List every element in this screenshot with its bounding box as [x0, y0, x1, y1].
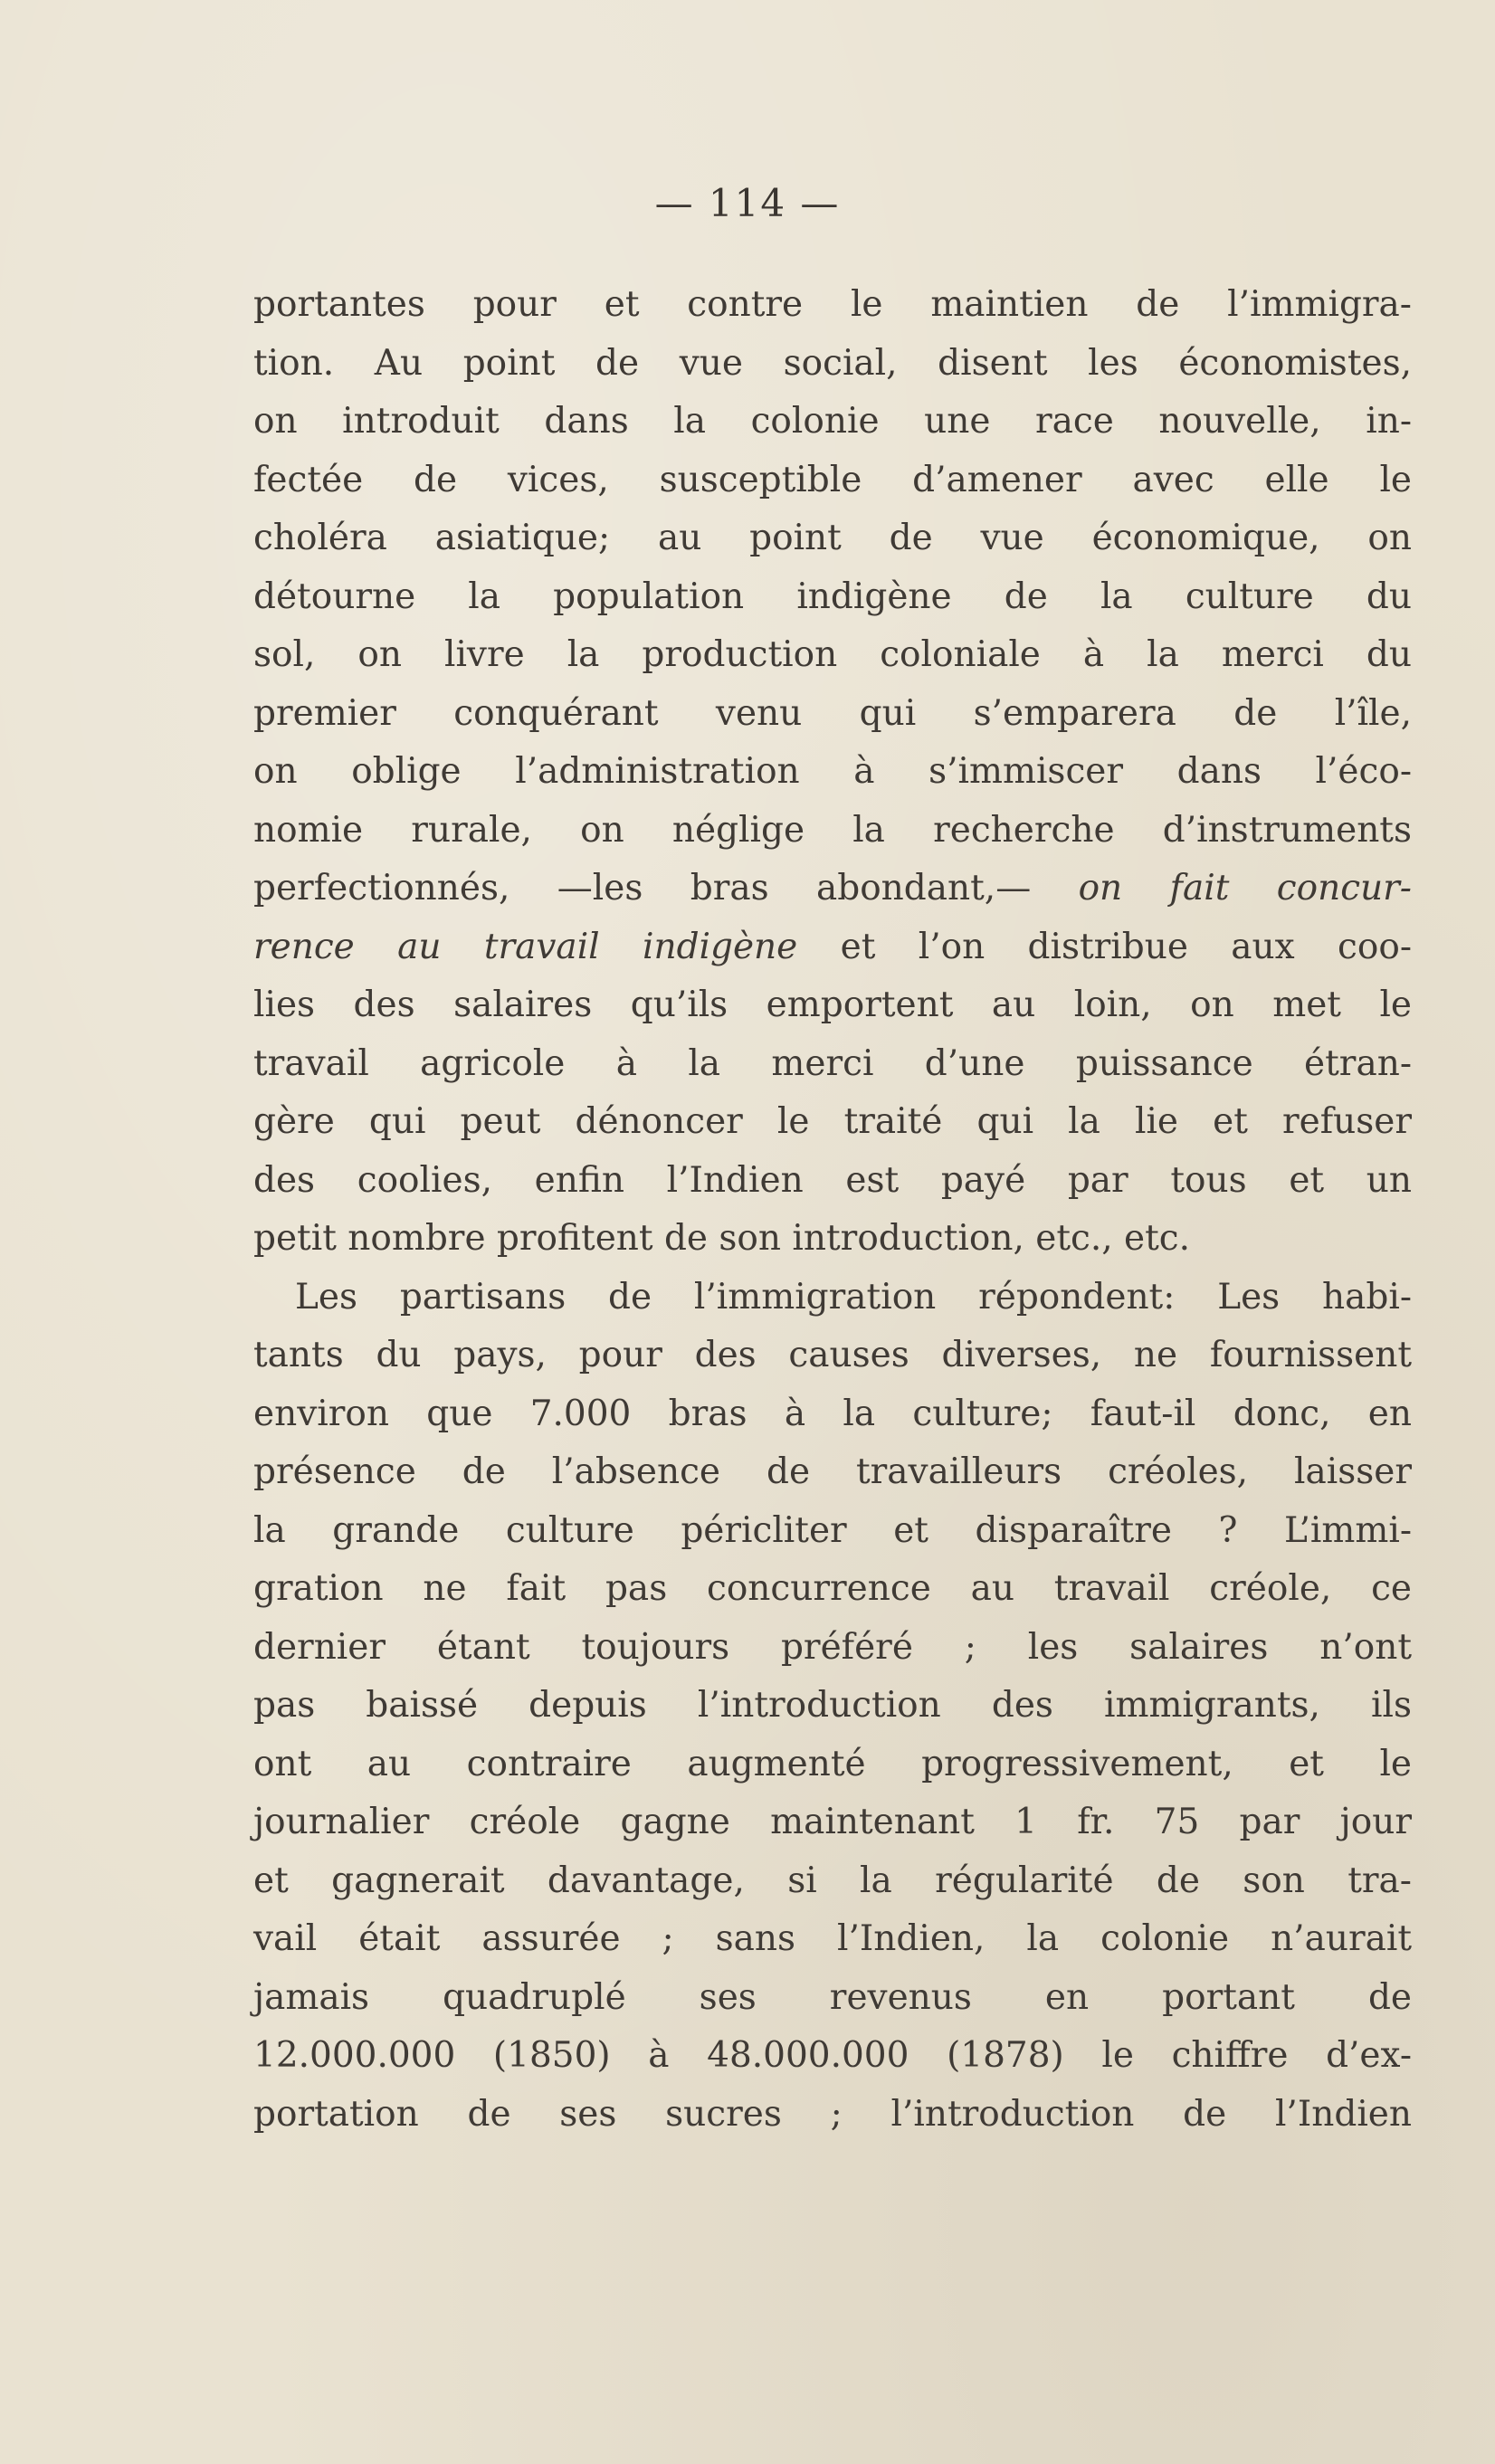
text-line: Les partisans de l’immigration répondent: Les habi-	[295, 1276, 1412, 1318]
text-line: on introduit dans la colonie une race nouvelle, in-	[253, 401, 1412, 442]
text-line: jamais quadruplé ses revenus en portant de	[253, 1976, 1412, 2018]
text-line: travail agricole à la merci d’une puissance étran-	[253, 1042, 1412, 1084]
text-line: environ que 7.000 bras à la culture; faut-il donc, en	[253, 1393, 1412, 1434]
text-line: gère qui peut dénoncer le traité qui la lie et refuser	[253, 1101, 1412, 1142]
text-line: nomie rurale, on néglige la recherche d’instruments	[253, 809, 1412, 851]
text-line: tants du pays, pour des causes diverses, ne fournissent	[253, 1335, 1412, 1375]
text-line: vail était assurée ; sans l’Indien, la colonie n’aurait	[253, 1918, 1412, 1959]
paragraph-2	[253, 1269, 1412, 2145]
text-line: sol, on livre la production coloniale à la merci du	[253, 634, 1412, 675]
text-line: premier conquérant venu qui s’emparera de l’île,	[253, 692, 1412, 734]
paragraph-1	[253, 276, 1412, 1269]
text-line: des coolies, enfin l’Indien est payé par tous et un	[253, 1159, 1412, 1201]
text-line: détourne la population indigène de la culture du	[253, 576, 1412, 617]
text-line: rence au travail indigène et l’on distribue aux coo-	[253, 926, 1412, 967]
text-line: journalier créole gagne maintenant 1 fr. 75 par jour	[253, 1802, 1412, 1842]
text-line: portantes pour et contre le maintien de l’immigra-	[253, 284, 1412, 325]
text-line: portation de ses sucres ; l’introduction de l’Indien	[253, 2093, 1412, 2135]
page-number: — 114 —	[654, 181, 841, 225]
text-line: fectée de vices, susceptible d’amener avec elle le	[253, 459, 1412, 500]
text-line: présence de l’absence de travailleurs créoles, laisser	[253, 1451, 1412, 1492]
text-line: pas baissé depuis l’introduction des immigrants, ils	[253, 1685, 1412, 1726]
text-line: on oblige l’administration à s’immiscer dans l’éco-	[253, 751, 1412, 792]
italic-phrase: on fait concur-	[1078, 868, 1412, 909]
text-line: la grande culture péricliter et disparaître ? L’immi-	[253, 1509, 1412, 1551]
text-line: ont au contraire augmenté progressivement, et le	[253, 1743, 1412, 1784]
text-line: petit nombre profitent de son introduction, etc., etc.	[253, 1218, 1191, 1259]
body-text	[253, 276, 1412, 2144]
text-line: tion. Au point de vue social, disent les économistes,	[253, 342, 1412, 384]
italic-phrase: rence au travail indigène	[253, 926, 798, 967]
text-line: et gagnerait davantage, si la régularité de son tra-	[253, 1860, 1412, 1901]
text-line: perfectionnés, —les bras abondant,— on fait concur-	[253, 868, 1412, 909]
text-line: choléra asiatique; au point de vue économique, on	[253, 518, 1412, 558]
text-line: 12.000.000 (1850) à 48.000.000 (1878) le chiffre d’ex-	[253, 2035, 1412, 2076]
text-line: lies des salaires qu’ils emportent au loin, on met le	[253, 985, 1412, 1025]
text-line: dernier étant toujours préféré ; les salaires n’ont	[253, 1626, 1412, 1668]
text-line: gration ne fait pas concurrence au travail créole, ce	[253, 1568, 1412, 1609]
